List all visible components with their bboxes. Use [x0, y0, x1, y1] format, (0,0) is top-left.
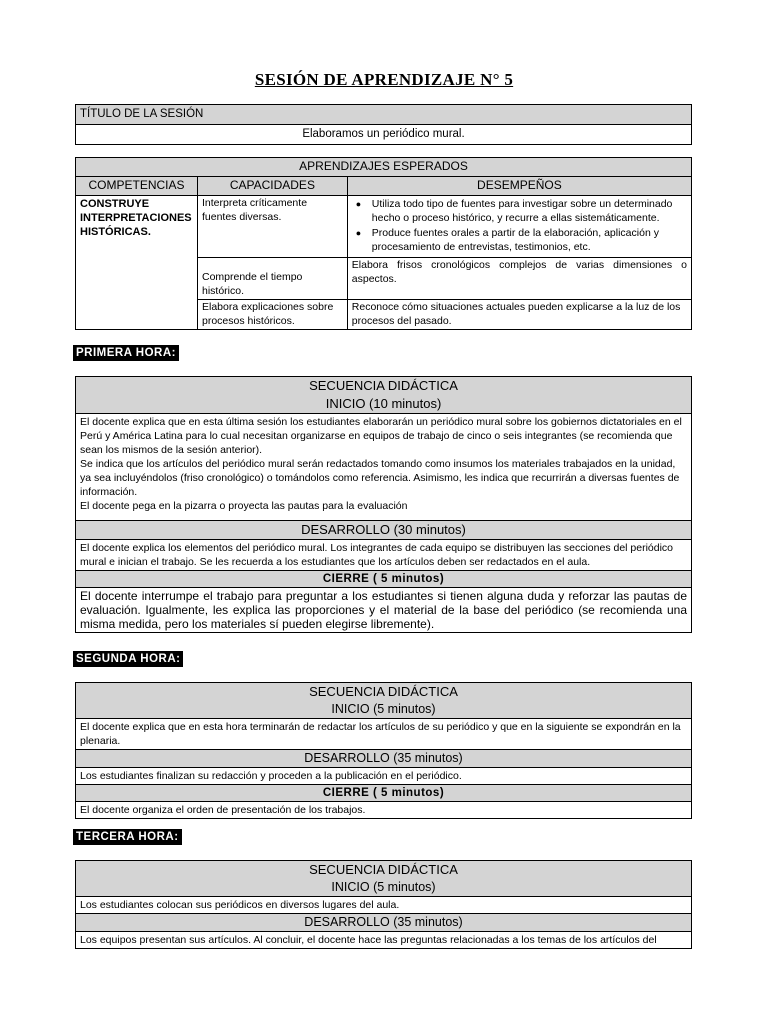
sequence-header: SECUENCIA DIDÁCTICA	[76, 861, 692, 880]
col-competencias: COMPETENCIAS	[76, 177, 198, 196]
desarrollo-header: DESARROLLO (35 minutos)	[76, 750, 692, 768]
inicio-paragraph: Se indica que los artículos del periódico mural serán redactados tomando como insumos los materiales trabajados en la unidad, ya sea incluyéndolos (friso cronológico) o tomándolos como referencia. Asimismo, les indica que recurrirán a diversas fuentes de información.	[80, 458, 680, 498]
desempeno-cell	[347, 196, 691, 258]
desarrollo-content: Los equipos presentan sus artículos. Al concluir, el docente hace las preguntas relacionadas a los temas de los artículos del	[76, 932, 692, 949]
session-title-table	[75, 104, 692, 145]
desempeno-cell: Elabora frisos cronológicos complejos de varias dimensiones o aspectos.	[347, 258, 691, 300]
capacidad-cell: Elabora explicaciones sobre procesos históricos.	[197, 300, 347, 330]
inicio-header: INICIO (10 minutos)	[76, 395, 692, 414]
inicio-content	[76, 414, 692, 521]
segunda-hora-label: SEGUNDA HORA:	[73, 651, 183, 667]
desarrollo-header: DESARROLLO (30 minutos)	[76, 521, 692, 540]
col-desempenos: DESEMPEÑOS	[347, 177, 691, 196]
segunda-hora-sequence	[75, 682, 692, 819]
primera-hora-sequence	[75, 376, 692, 633]
cierre-header: CIERRE ( 5 minutos)	[76, 571, 692, 588]
document-title: SESIÓN DE APRENDIZAJE N° 5	[254, 70, 514, 89]
tercera-hora-sequence	[75, 860, 692, 949]
sequence-header: SECUENCIA DIDÁCTICA	[76, 377, 692, 396]
inicio-content: El docente explica que en esta hora terminarán de redactar los artículos de su periódico y que en la siguiente se expondrán en la plenaria.	[76, 719, 692, 750]
desempeno-item: ● Utiliza todo tipo de fuentes para investigar sobre un determinado hecho o proceso histórico, y recurre a ellas sistemáticamente.	[372, 198, 687, 225]
inicio-content: Los estudiantes colocan sus periódicos en diversos lugares del aula.	[76, 897, 692, 914]
cierre-content: El docente organiza el orden de presentación de los trabajos.	[76, 802, 692, 819]
tercera-hora-label: TERCERA HORA:	[73, 829, 182, 845]
desarrollo-header: DESARROLLO (35 minutos)	[76, 914, 692, 932]
sequence-header: SECUENCIA DIDÁCTICA	[76, 683, 692, 702]
session-title-label: TÍTULO DE LA SESIÓN	[76, 105, 692, 125]
desarrollo-content: El docente explica los elementos del periódico mural. Los integrantes de cada equipo se distribuyen las secciones del periódico mural e inician el trabajo. Se les recuerda a los estudiantes que los artículos deben ser redactados en el aula.	[76, 540, 692, 571]
competencia-cell: CONSTRUYE INTERPRETACIONES HISTÓRICAS.	[76, 196, 198, 330]
inicio-header: INICIO (5 minutos)	[76, 701, 692, 719]
inicio-paragraph: El docente explica que en esta última sesión los estudiantes elaborarán un periódico mural sobre los gobiernos dictatoriales en el Perú y América Latina para lo cual necesitan organizarse en equipos de trabajo de cinco o seis integrantes (se recomienda que sean los mismos de la sesión anterior).	[80, 416, 682, 456]
session-title-value: Elaboramos un periódico mural.	[76, 125, 692, 145]
cierre-content: El docente interrumpe el trabajo para preguntar a los estudiantes si tienen alguna duda y reforzar las pautas de evaluación. Igualmente, les explica las proporciones y el material de la base del periódico (se recomienda una misma medida, pero los materiales sí pueden elegirse libremente).	[76, 588, 692, 633]
learning-outcomes-table	[75, 157, 692, 330]
desempeno-item: ● Produce fuentes orales a partir de la elaboración, aplicación y procesamiento de entrevistas, testimonios, etc.	[372, 227, 687, 254]
primera-hora-label: PRIMERA HORA:	[73, 345, 179, 361]
learning-outcomes-header: APRENDIZAJES ESPERADOS	[76, 158, 692, 177]
desempeno-cell: Reconoce cómo situaciones actuales pueden explicarse a la luz de los procesos del pasado.	[347, 300, 691, 330]
cierre-header: CIERRE ( 5 minutos)	[76, 785, 692, 802]
inicio-paragraph: El docente pega en la pizarra o proyecta las pautas para la evaluación	[80, 500, 408, 512]
capacidad-cell: Interpreta críticamente fuentes diversas.	[197, 196, 347, 258]
inicio-header: INICIO (5 minutos)	[76, 879, 692, 897]
col-capacidades: CAPACIDADES	[197, 177, 347, 196]
desarrollo-content: Los estudiantes finalizan su redacción y proceden a la publicación en el periódico.	[76, 768, 692, 785]
capacidad-cell: Comprende el tiempo histórico.	[197, 258, 347, 300]
